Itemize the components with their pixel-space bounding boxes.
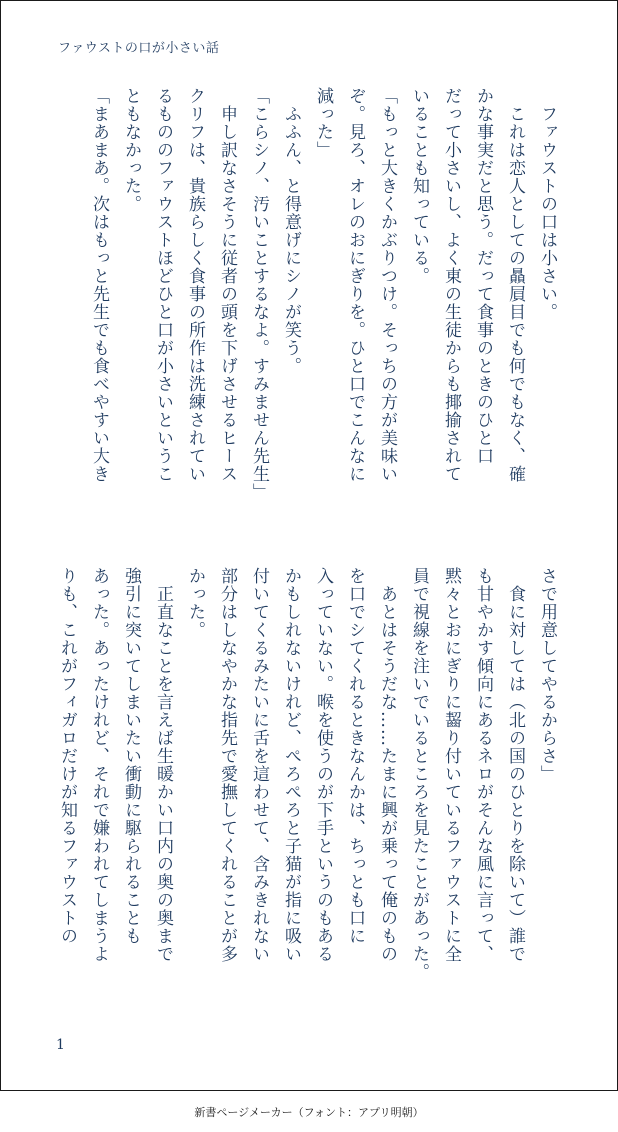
running-title: ファウストの口が小さい話 [58,41,220,56]
text-line: これは恋人としての贔屓目でも何でもなく、確 [505,87,525,483]
generator-caption: 新書ページメーカー（フォント：アプリ明朝） [194,1106,424,1119]
text-line: 強引に突いてしまいたい衝動に駆られることも [121,567,141,945]
text-line: 部分はしなやかな指先で愛撫してくれることが多 [217,567,237,963]
text-line: りも、これがフィガロだけが知るファウストの [57,567,77,945]
text-line: ぞ。見ろ、オレのおにぎりを。ひと口でこんなに [345,87,365,483]
text-line: クリフは、貴族らしく食事の所作は洗練されてい [185,87,205,483]
text-line: かった。 [185,567,205,639]
text-line: さで用意してやるからさ」 [537,567,557,783]
text-line: かもしれないけれど、ぺろぺろと子猫が指に吸い [281,567,301,963]
text-line: 申し訳なさそうに従者の頭を下げさせるヒース [217,87,237,483]
text-line: も甘やかす傾向にあるネロがそんな風に言って、 [473,567,493,963]
text-line: ともなかった。 [121,87,141,213]
text-line: 付いてくるみたいに舌を這わせて、含みきれない [249,567,269,963]
text-line: いることも知っている。 [409,87,429,285]
page-number: 1 [56,1037,65,1053]
text-line: かな事実だと思う。だって食事のときのひと口 [473,87,493,465]
lower-text-block [47,567,563,1007]
text-line: あとはそうだな……たまに興が乗って俺のもの [377,567,397,963]
text-line: 減った」 [313,87,333,159]
text-line: ファウストの口は小さい。 [537,87,557,321]
text-line: を口でシてくれるときなんかは、ちっとも口に [345,567,365,945]
text-line: 食に対しては（北の国のひとりを除いて）誰で [505,567,525,963]
text-line: あった。あったけれど、それで嫌われてしまうよ [89,567,109,963]
text-line: 「まあまあ。次はもっと先生でも食べやすい大き [89,87,109,483]
text-line: るもののファウストほどひと口が小さいというこ [153,87,173,483]
text-line: 入っていない。喉を使うのが下手というのもある [313,567,333,963]
text-line: 員で視線を注いでいるところを見たことがあった。 [409,567,429,981]
text-line: 「こらシノ、汚いことするなよ。すみません先生」 [249,87,269,501]
text-line: だって小さいし、よく東の生徒からも揶揄されて [441,87,461,483]
text-line: 黙々とおにぎりに齧り付いているファウストに全 [441,567,461,963]
text-line: ふふん、と得意げにシノが笑う。 [281,87,301,375]
text-line: 正直なことを言えば生暖かい口内の奥の奥まで [153,567,173,963]
upper-text-block [47,87,563,527]
text-line: 「もっと大きくかぶりつけ。そっちの方が美味い [377,87,397,483]
